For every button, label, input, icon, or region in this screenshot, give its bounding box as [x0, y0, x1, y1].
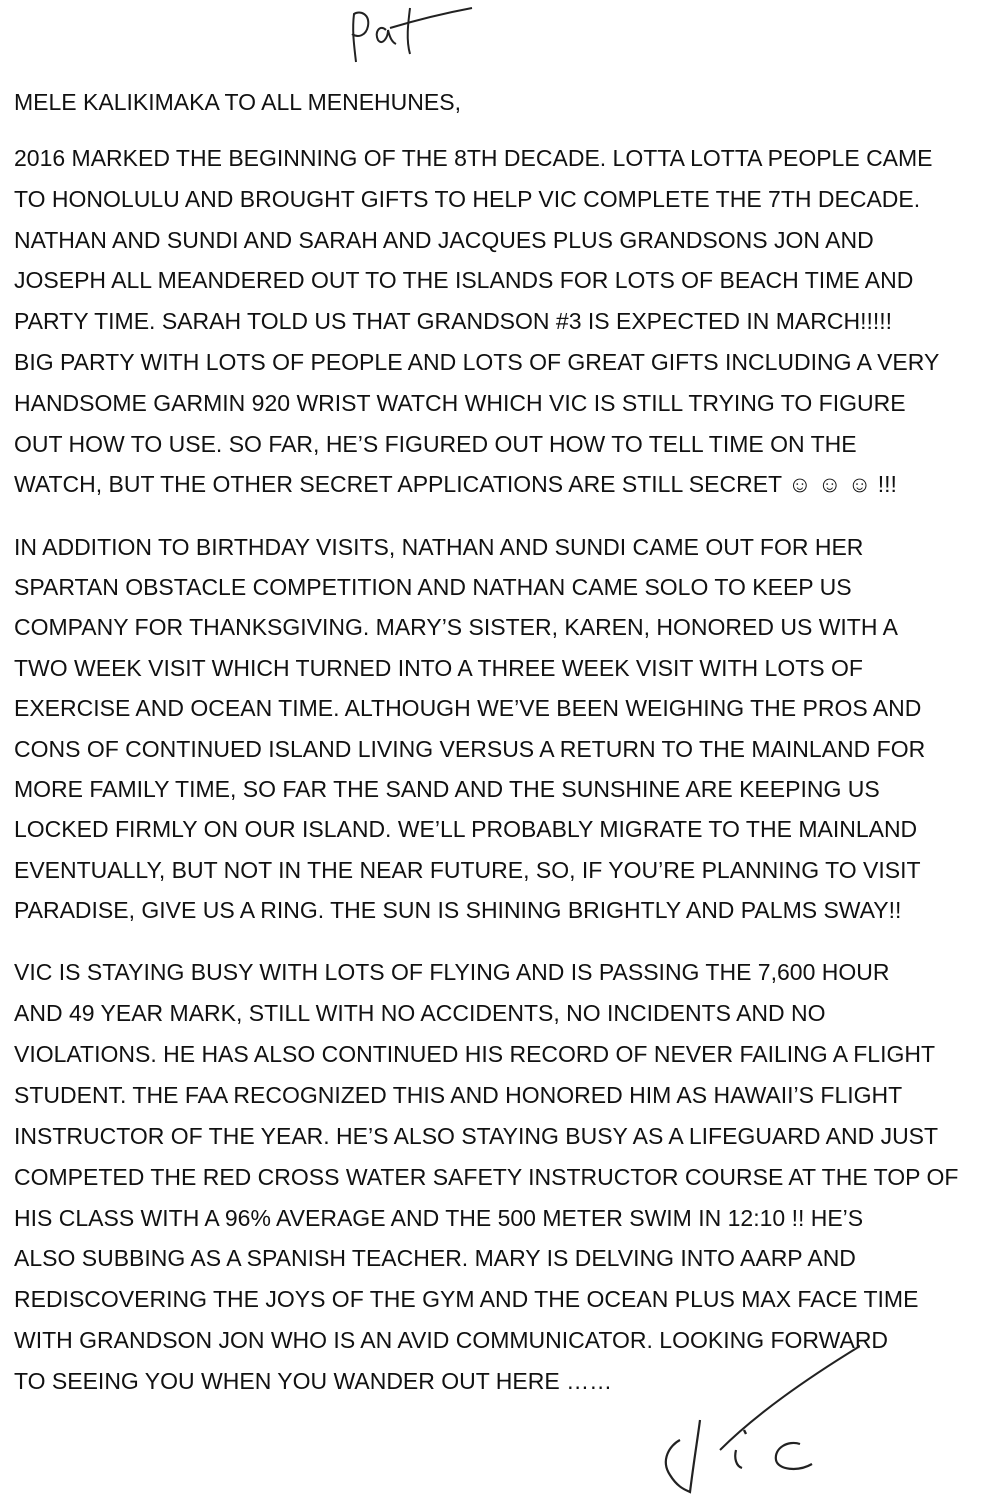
paragraph1-line3: NATHAN AND SUNDI AND SARAH AND JACQUES PLUS GRANDSONS JON AND: [14, 227, 874, 253]
paragraph2-line10: PARADISE, GIVE US A RING. THE SUN IS SHINING BRIGHTLY AND PALMS SWAY!!: [14, 897, 902, 923]
paragraph1-line7: HANDSOME GARMIN 920 WRIST WATCH WHICH VIC IS STILL TRYING TO FIGURE: [14, 390, 906, 416]
paragraph3-line8: ALSO SUBBING AS A SPANISH TEACHER. MARY IS DELVING INTO AARP AND: [14, 1245, 856, 1271]
paragraph3-line4: STUDENT. THE FAA RECOGNIZED THIS AND HONORED HIM AS HAWAII’S FLIGHT: [14, 1082, 903, 1108]
paragraph3-line7: HIS CLASS WITH A 96% AVERAGE AND THE 500 METER SWIM IN 12:10 !! HE’S: [14, 1205, 864, 1231]
paragraph1-line2: TO HONOLULU AND BROUGHT GIFTS TO HELP VIC COMPLETE THE 7TH DECADE.: [14, 186, 921, 212]
paragraph1-line4: JOSEPH ALL MEANDERED OUT TO THE ISLANDS FOR LOTS OF BEACH TIME AND: [14, 267, 914, 293]
paragraph2-line9: EVENTUALLY, BUT NOT IN THE NEAR FUTURE, SO, IF YOU’RE PLANNING TO VISIT: [14, 857, 921, 883]
paragraph2-line7: MORE FAMILY TIME, SO FAR THE SAND AND THE SUNSHINE ARE KEEPING US: [14, 776, 880, 802]
paragraph3-line2: AND 49 YEAR MARK, STILL WITH NO ACCIDENTS, NO INCIDENTS AND NO: [14, 1000, 826, 1026]
handwritten-pat-annotation: [330, 0, 480, 75]
handwritten-vic-signature: [640, 1340, 860, 1505]
paragraph3-line11: TO SEEING YOU WHEN YOU WANDER OUT HERE ……: [14, 1368, 613, 1394]
paragraph2-line1: IN ADDITION TO BIRTHDAY VISITS, NATHAN AND SUNDI CAME OUT FOR HER: [14, 534, 864, 560]
paragraph3-line1: VIC IS STAYING BUSY WITH LOTS OF FLYING AND IS PASSING THE 7,600 HOUR: [14, 959, 890, 985]
paragraph2-line8: LOCKED FIRMLY ON OUR ISLAND. WE’LL PROBABLY MIGRATE TO THE MAINLAND: [14, 816, 918, 842]
salutation: MELE KALIKIMAKA TO ALL MENEHUNES,: [14, 89, 461, 115]
paragraph3-line3: VIOLATIONS. HE HAS ALSO CONTINUED HIS RECORD OF NEVER FAILING A FLIGHT: [14, 1041, 936, 1067]
paragraph2-line6: CONS OF CONTINUED ISLAND LIVING VERSUS A RETURN TO THE MAINLAND FOR: [14, 736, 926, 762]
paragraph2-line2: SPARTAN OBSTACLE COMPETITION AND NATHAN CAME SOLO TO KEEP US: [14, 574, 852, 600]
paragraph3-line6: COMPETED THE RED CROSS WATER SAFETY INSTRUCTOR COURSE AT THE TOP OF: [14, 1164, 959, 1190]
paragraph3-line5: INSTRUCTOR OF THE YEAR. HE’S ALSO STAYING BUSY AS A LIFEGUARD AND JUST: [14, 1123, 939, 1149]
paragraph1-line5: PARTY TIME. SARAH TOLD US THAT GRANDSON #3 IS EXPECTED IN MARCH!!!!!: [14, 308, 893, 334]
paragraph2-line3: COMPANY FOR THANKSGIVING. MARY’S SISTER, KAREN, HONORED US WITH A: [14, 614, 898, 640]
paragraph1-line9: WATCH, BUT THE OTHER SECRET APPLICATIONS ARE STILL SECRET ☺ ☺ ☺ !!!: [14, 471, 897, 497]
paragraph1-line6: BIG PARTY WITH LOTS OF PEOPLE AND LOTS OF GREAT GIFTS INCLUDING A VERY: [14, 349, 940, 375]
paragraph3-line10: WITH GRANDSON JON WHO IS AN AVID COMMUNICATOR. LOOKING FORWARD: [14, 1327, 889, 1353]
paragraph1-line8: OUT HOW TO USE. SO FAR, HE’S FIGURED OUT HOW TO TELL TIME ON THE: [14, 431, 857, 457]
paragraph2-line4: TWO WEEK VISIT WHICH TURNED INTO A THREE WEEK VISIT WITH LOTS OF: [14, 655, 863, 681]
paragraph3-line9: REDISCOVERING THE JOYS OF THE GYM AND THE OCEAN PLUS MAX FACE TIME: [14, 1286, 919, 1312]
paragraph1-line1: 2016 MARKED THE BEGINNING OF THE 8TH DECADE. LOTTA LOTTA PEOPLE CAME: [14, 145, 933, 171]
paragraph2-line5: EXERCISE AND OCEAN TIME. ALTHOUGH WE’VE BEEN WEIGHING THE PROS AND: [14, 695, 922, 721]
